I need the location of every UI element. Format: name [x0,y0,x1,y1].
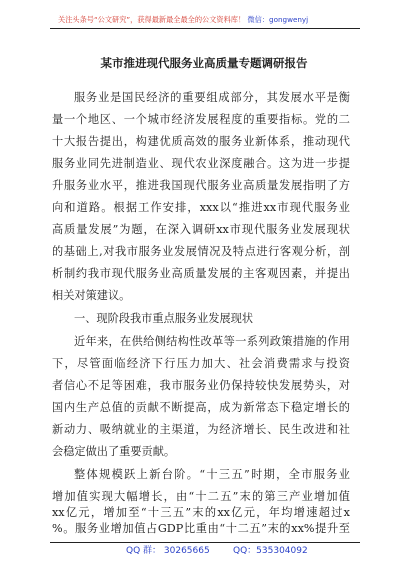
paragraph-line: 增加值实现大幅增长，由“十二五”末的第三产业增加值 [52,490,350,503]
paragraph-line: 国内生产总值的贡献不断提高，成为新常态下稳定增长的 [52,401,350,414]
paragraph-line: 的基础上,对我市服务业发展情况及特点进行客观分析，剖 [52,245,350,258]
paragraph-line: 近年来，在供给侧结构性改革等一系列政策措施的作用 [74,335,350,348]
footer-qq-number: QQ：535304092 [233,546,308,556]
paragraph-line: 下，尽管面临经济下行压力加大、社会消费需求与投资 [52,357,350,370]
paragraph-line: 者信心不足等困难，我市服务业仍保持较快发展势头，对 [52,379,350,392]
header-rule [50,28,360,29]
page-title: 某市推进现代服务业高质量专题调研报告 [100,56,308,70]
paragraph-line: 向和道路。根据工作安排，xxx以“推进xx市现代服务业 [52,201,350,214]
paragraph-line: 十大报告提出，构建优质高效的服务业新体系，推动现代 [52,135,350,148]
paragraph-line: 服务业是国民经济的重要组成部分，其发展水平是衡 [74,91,350,104]
paragraph-line: 量一个地区、一个城市经济发展程度的重要指标。党的二 [52,113,350,126]
paragraph-line: 高质量发展”为题，在深入调研xx市现代服务业发展现状 [52,223,350,236]
paragraph-line: 会稳定做出了重要贡献。 [52,445,176,458]
paragraph-line: 析制约我市现代服务业高质量发展的主客观因素，并提出 [52,267,350,280]
paragraph-line: %。服务业增加值占GDP比重由“十二五”末的xx%提升至 [52,522,350,535]
paragraph-line: 服务业同先进制造业、现代农业深度融合。这为进一步提 [52,157,350,170]
paragraph-line: 新动力、吸纳就业的主渠道，为经济增长、民生改进和社 [52,423,350,436]
paragraph-line: 升服务业水平，推进我国现代服务业高质量发展指明了方 [52,179,350,192]
header-promo-text: 关注头条号“公文研究”，获得最新最全最全的公文资料库！ [58,15,246,24]
footer-qq-group: QQ 群： 30265665 [126,546,210,556]
section-heading: 一、现阶段我市重点服务业发展现状 [74,312,254,325]
paragraph-line: 整体规模跃上新台阶。“十三五”时期，全市服务业 [74,468,350,481]
paragraph-line: 相关对策建议。 [52,289,131,302]
footer-rule [50,542,360,543]
header-wechat-text: 微信：gongwenyj [247,15,309,24]
paragraph-line: xx亿元，增加至“十三五”末的xx亿元，年均增速超过x [52,506,350,519]
header-notice [58,15,358,24]
